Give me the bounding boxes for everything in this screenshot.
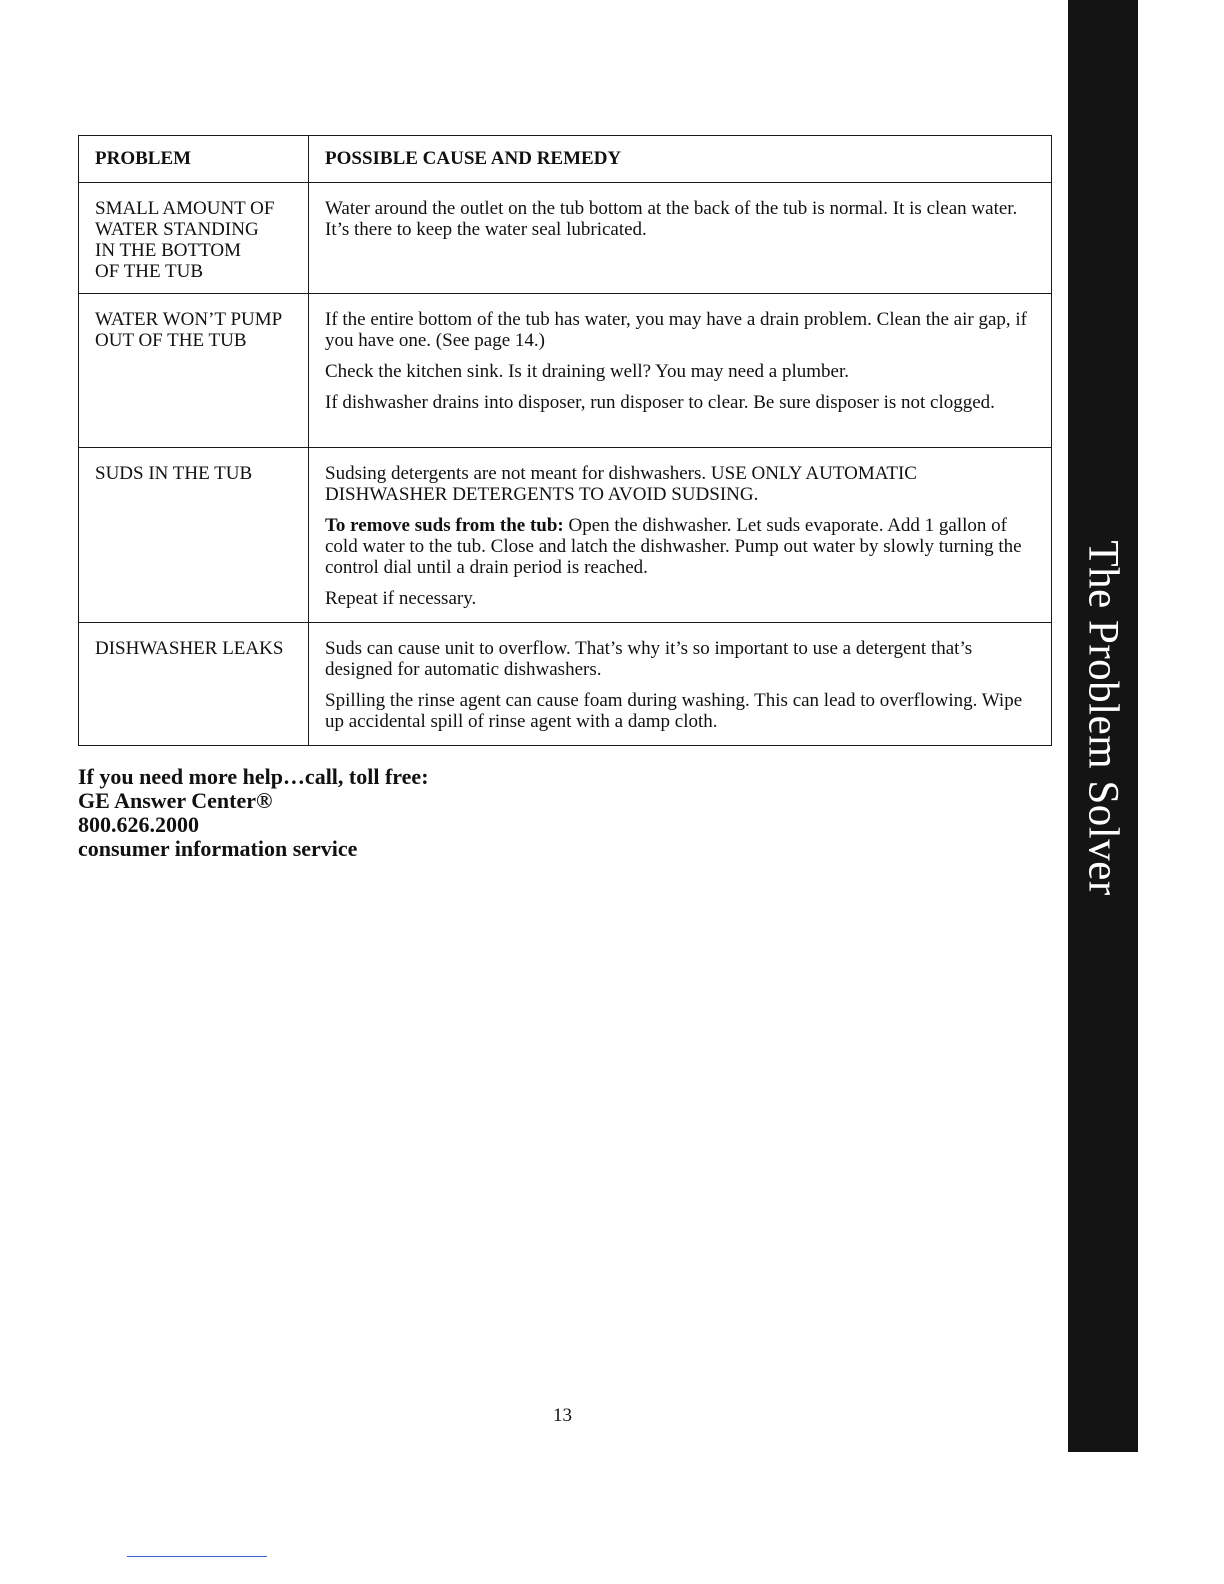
remedy-text: Open the dishwasher. Let suds evaporate. Add 1 gallon of cold water to the tub. Close and latch the dishwasher. Pump out water by slowly turning the control dial until a drain period is reached. bbox=[325, 515, 1022, 578]
problem-cell bbox=[79, 623, 309, 746]
problem-cell bbox=[79, 448, 309, 623]
remedy-lead: To remove suds from the tub: bbox=[325, 515, 564, 536]
remedy-paragraph: Water around the outlet on the tub bottom at the back of the tub is normal. It is clean water. It’s there to keep the water seal lubricated. bbox=[325, 198, 1018, 240]
header-remedy: POSSIBLE CAUSE AND REMEDY bbox=[309, 136, 1052, 183]
remedy-paragraph: If the entire bottom of the tub has water, you may have a drain problem. Clean the air gap, if you have one. (See page 14.) bbox=[325, 309, 1028, 351]
remedy-paragraph: Spilling the rinse agent can cause foam during washing. This can lead to overflowing. Wipe up accidental spill of rinse agent with a damp cloth. bbox=[325, 690, 1023, 732]
help-line: If you need more help…call, toll free: bbox=[78, 764, 429, 789]
table-row bbox=[79, 448, 1052, 623]
phone-number: 800.626.2000 bbox=[78, 812, 199, 837]
table-row bbox=[79, 294, 1052, 448]
table-row bbox=[79, 183, 1052, 294]
scan-artifact-line bbox=[127, 1556, 267, 1557]
page-number: 13 bbox=[553, 1405, 572, 1426]
remedy-cell bbox=[309, 183, 1052, 294]
header-problem: PROBLEM bbox=[79, 136, 309, 183]
table-row bbox=[79, 623, 1052, 746]
help-line: GE Answer Center® bbox=[78, 788, 273, 813]
help-line: consumer information service bbox=[78, 836, 358, 861]
remedy-cell bbox=[309, 294, 1052, 448]
remedy-paragraph: Repeat if necessary. bbox=[325, 588, 477, 609]
help-contact-block bbox=[78, 765, 429, 861]
problem-solver-table bbox=[78, 135, 1052, 746]
remedy-paragraph: If dishwasher drains into disposer, run disposer to clear. Be sure disposer is not clogged. bbox=[325, 392, 995, 413]
remedy-paragraph bbox=[325, 515, 1037, 578]
side-tab-label: The Problem Solver bbox=[1079, 540, 1127, 896]
remedy-paragraph: Suds can cause unit to overflow. That’s why it’s so important to use a detergent that’s designed for automatic dishwashers. bbox=[325, 638, 973, 680]
problem-line: SMALL AMOUNT OF bbox=[95, 198, 275, 219]
problem-cell bbox=[79, 294, 309, 448]
problem-line: SUDS IN THE TUB bbox=[95, 463, 253, 484]
problem-cell bbox=[79, 183, 309, 294]
remedy-paragraph: Sudsing detergents are not meant for dishwashers. USE ONLY AUTOMATIC DISHWASHER DETERGENTS TO AVOID SUDSING. bbox=[325, 463, 917, 505]
remedy-cell bbox=[309, 448, 1052, 623]
remedy-paragraph: Check the kitchen sink. Is it draining well? You may need a plumber. bbox=[325, 361, 849, 382]
problem-line: DISHWASHER LEAKS bbox=[95, 638, 284, 659]
problem-line: OUT OF THE TUB bbox=[95, 330, 247, 351]
table-header-row bbox=[79, 136, 1052, 183]
problem-line: OF THE TUB bbox=[95, 261, 204, 282]
problem-line: WATER WON’T PUMP bbox=[95, 309, 283, 330]
problem-line: IN THE BOTTOM bbox=[95, 240, 242, 261]
problem-line: WATER STANDING bbox=[95, 219, 259, 240]
remedy-cell bbox=[309, 623, 1052, 746]
